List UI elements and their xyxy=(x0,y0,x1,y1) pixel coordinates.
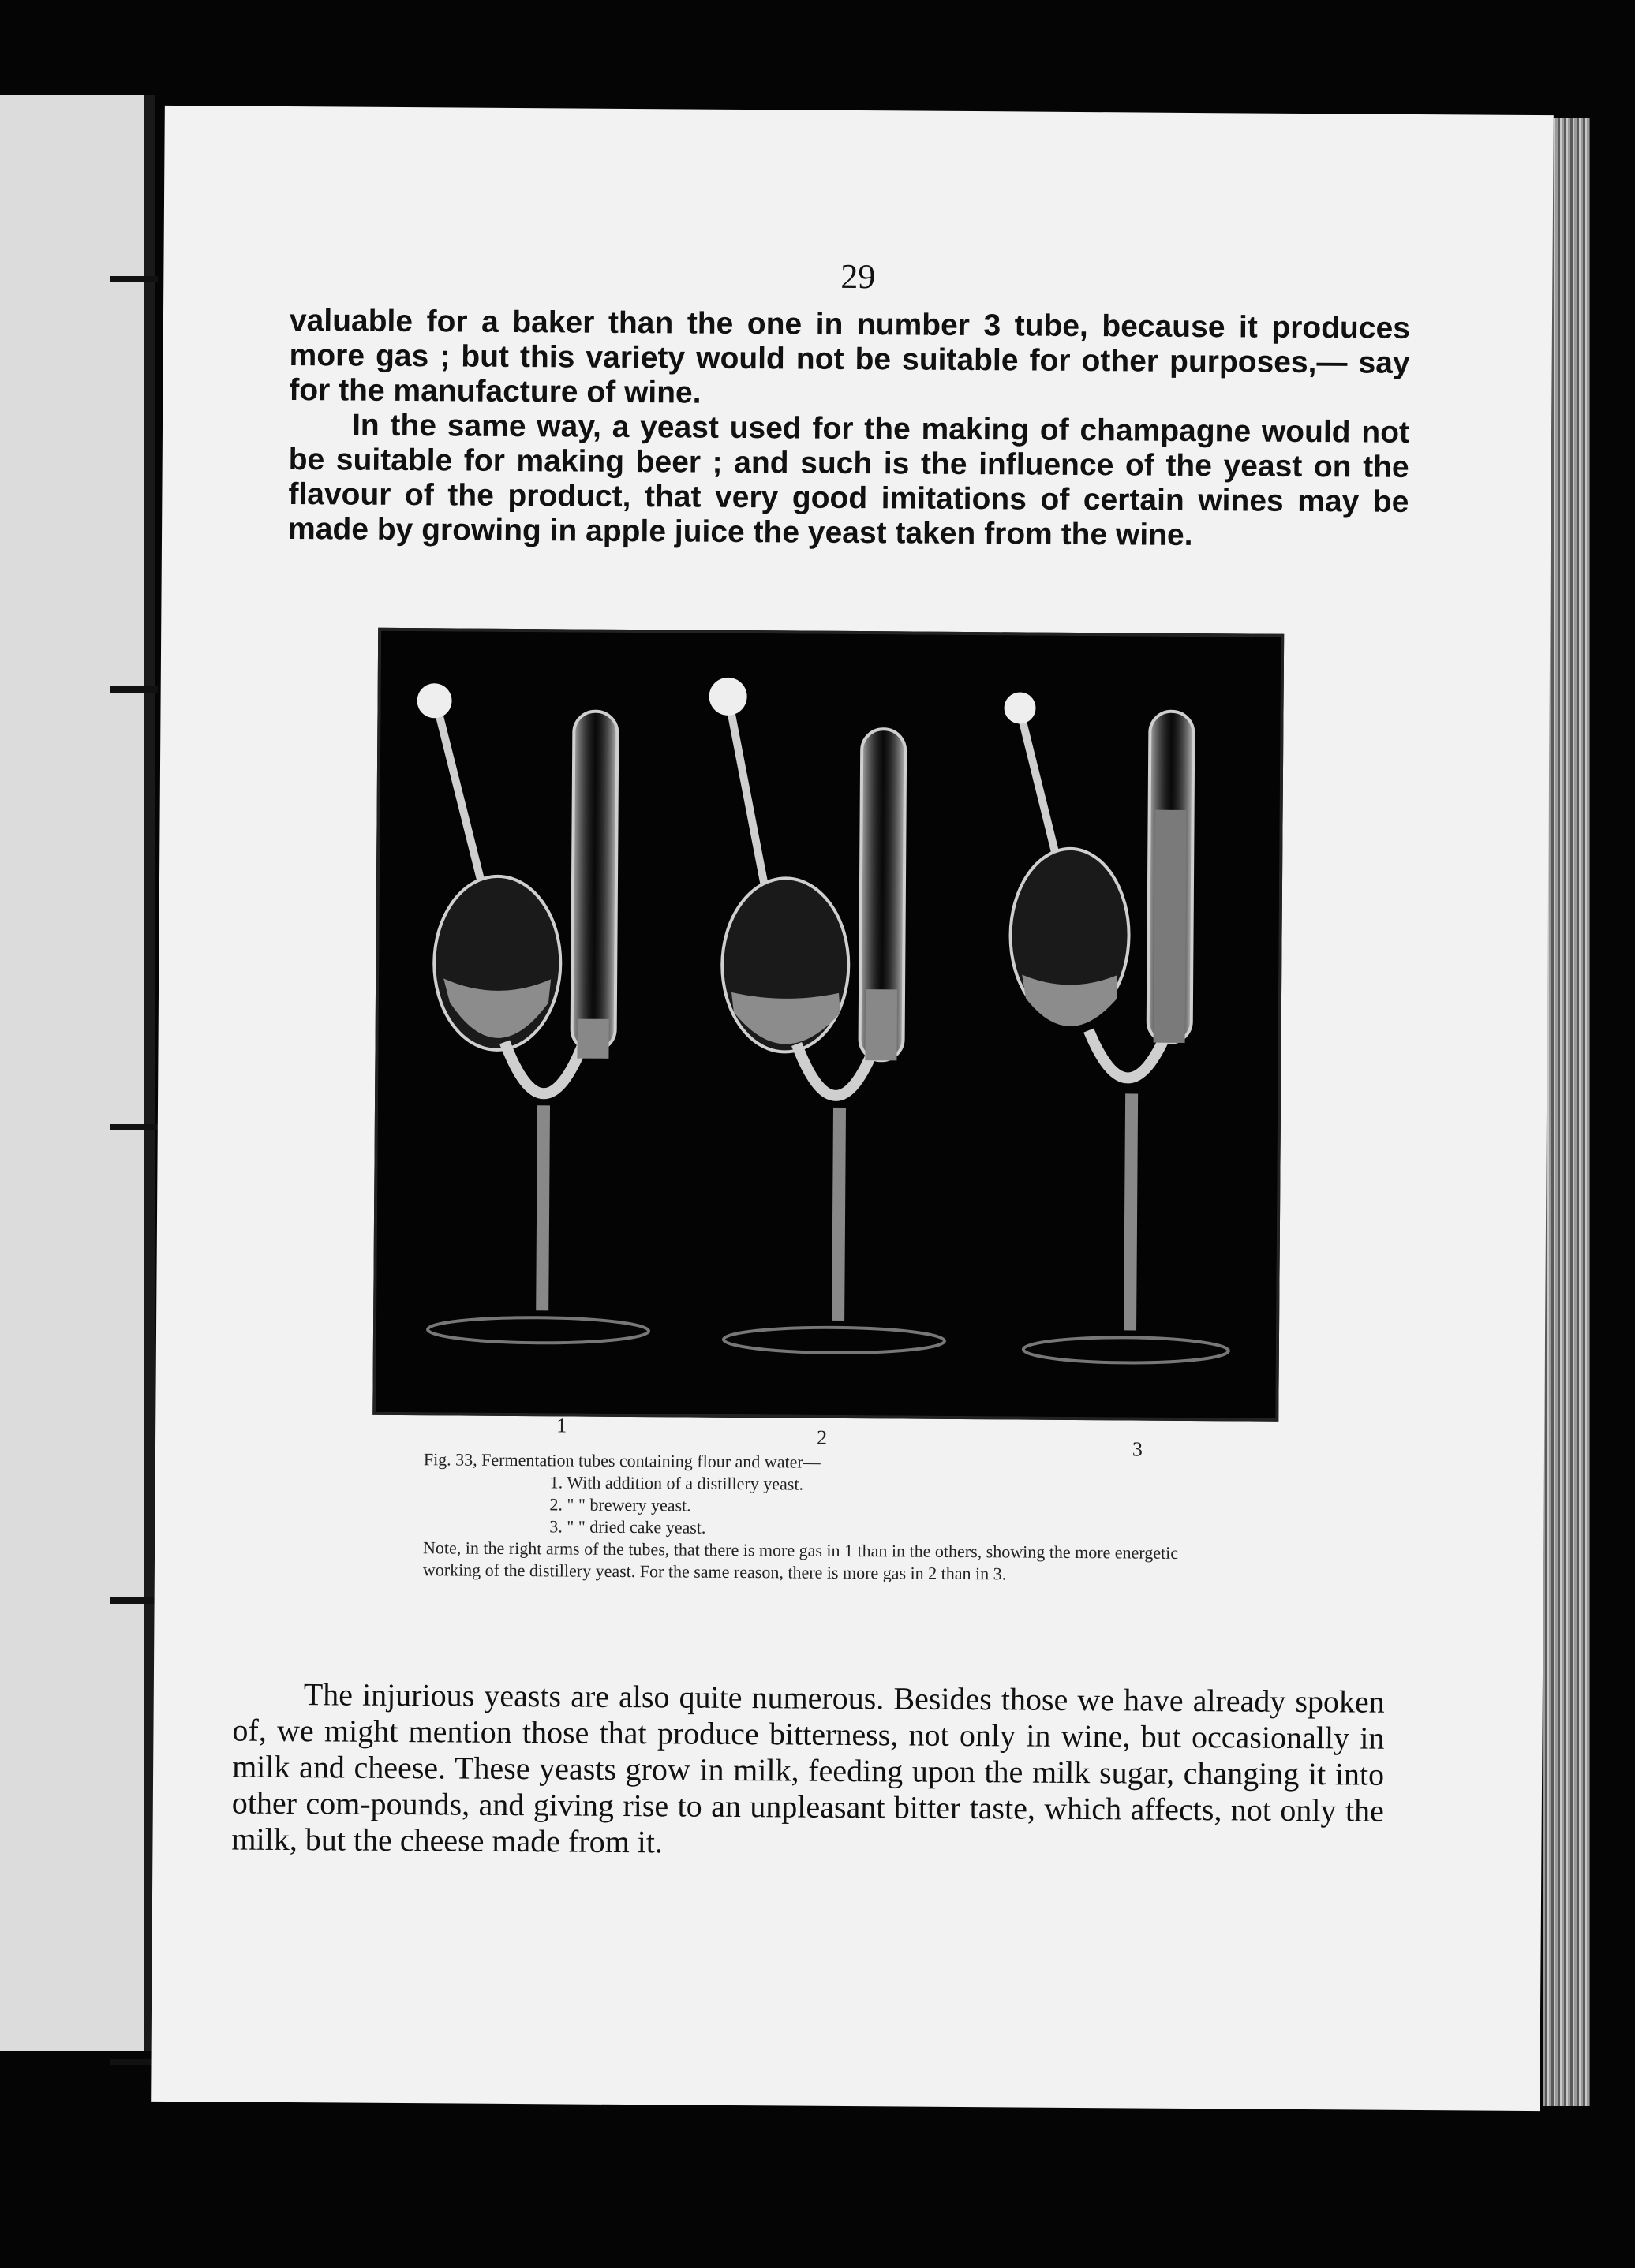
binding-mark xyxy=(110,686,158,693)
tube-label: 1 xyxy=(556,1414,567,1437)
paragraph: valuable for a baker than the one in number 3 tube, because it produces more gas ; but this variety would not be suitable for other purposes,— say for the manufacture of wine. xyxy=(289,303,1411,410)
caption-item: 3. " " dried cake yeast. xyxy=(549,1516,706,1538)
figure-caption xyxy=(423,1448,1181,1586)
paragraph: In the same way, a yeast used for the making of champagne would not be suitable for making beer ; and such is the influence of the yeast on the flavour of the product, that very good imitations of certain wines may be made by growing in apple juice the yeast taken from the wine. xyxy=(287,408,1410,552)
fermentation-tubes-photo xyxy=(372,628,1284,1422)
caption-note: Note, in the right arms of the tubes, that there is more gas in 1 than in the others, showing the more energetic working of the distillery yeast. For the same reason, there is more gas in 2 than in 3. xyxy=(422,1538,1179,1584)
tube-label: 3 xyxy=(1132,1437,1143,1461)
binding-mark xyxy=(110,1597,158,1604)
binding-mark xyxy=(110,276,158,282)
caption-title: Fig. 33, Fermentation tubes containing flour and water— xyxy=(423,1449,821,1472)
book-page xyxy=(151,106,1554,2111)
body-text-top xyxy=(288,304,1410,555)
facing-page-edge xyxy=(0,95,150,2051)
photo-illustration xyxy=(376,631,1281,1418)
binding-mark xyxy=(110,1124,158,1130)
tube-label: 2 xyxy=(816,1425,828,1449)
caption-item: 2. " " brewery yeast. xyxy=(549,1494,691,1515)
caption-item: 1. With addition of a distillery yeast. xyxy=(549,1472,804,1494)
body-text-bottom xyxy=(231,1676,1385,1866)
paragraph: The injurious yeasts are also quite numerous. Besides those we have already spoken of, we might mention those that produce bitterness, not only in wine, but occasionally in milk and cheese. These yeasts grow in milk, feeding upon the milk sugar, changing it into other com-pounds, and giving rise to an unpleasant bitter taste, which affects, not only the milk, but the cheese made from it. xyxy=(231,1676,1385,1860)
page-number: 29 xyxy=(840,256,876,297)
